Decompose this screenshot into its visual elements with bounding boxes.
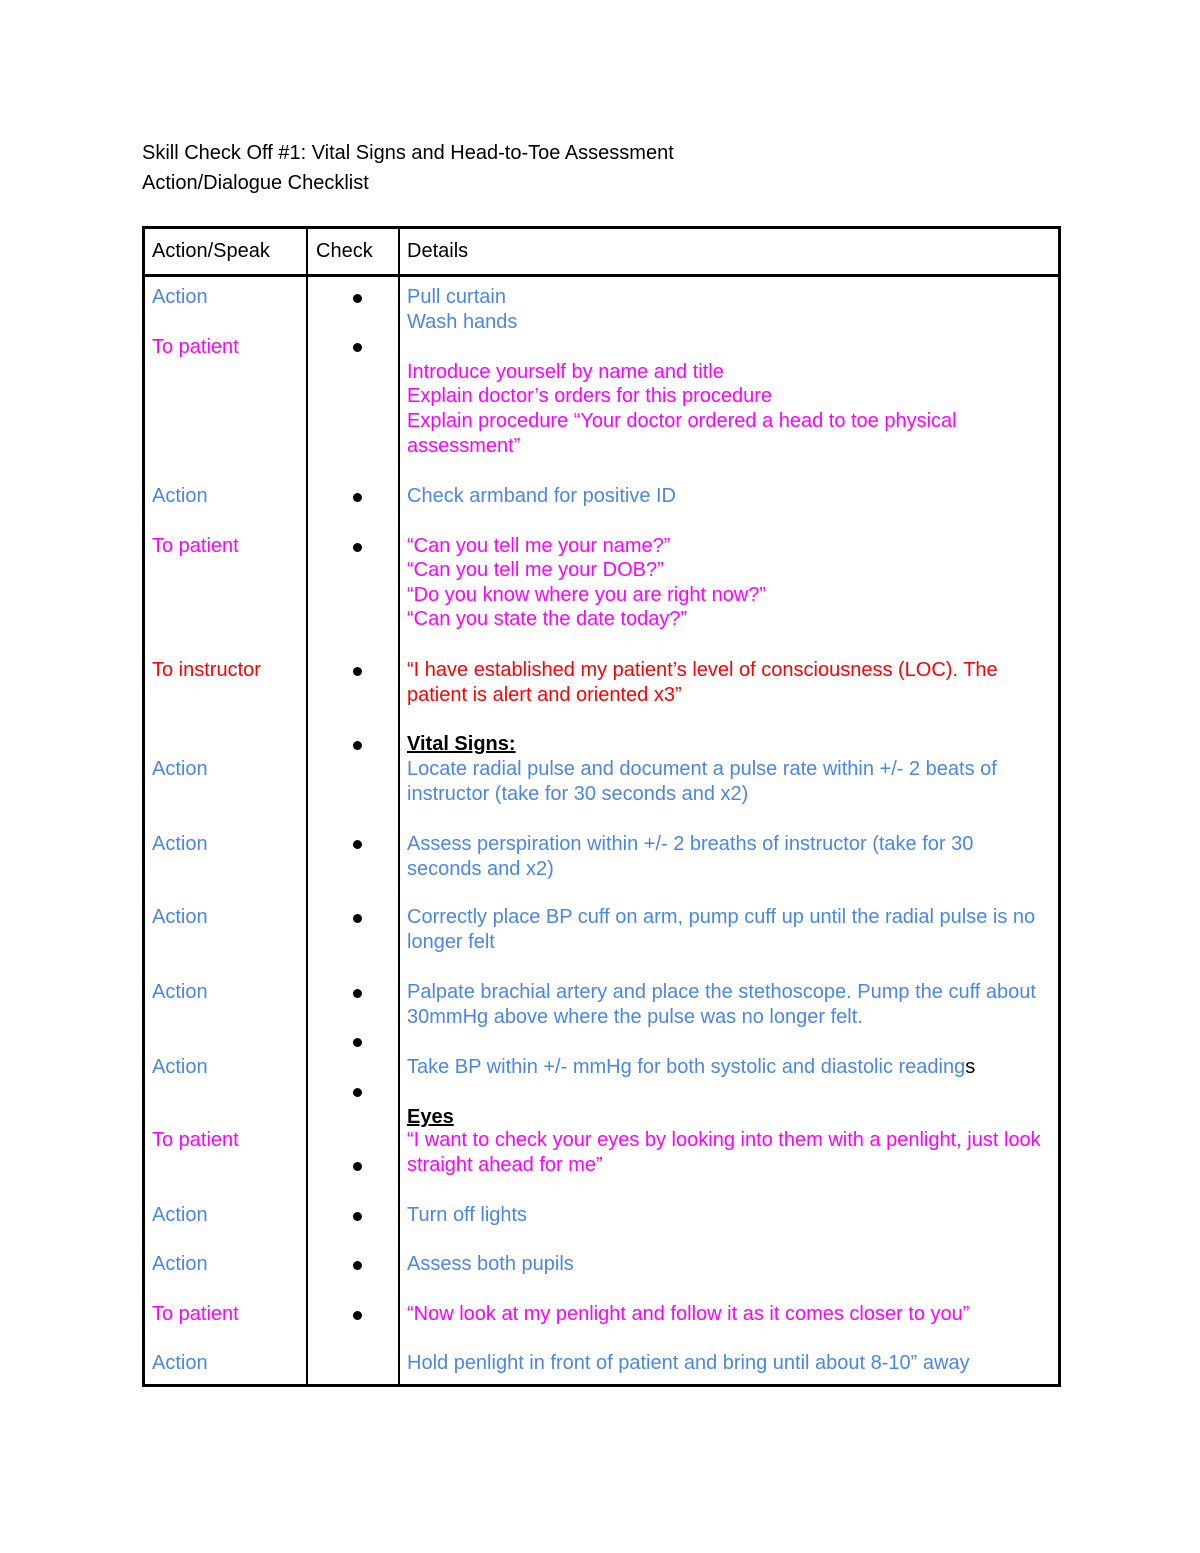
check-bullet-icon xyxy=(353,1088,362,1097)
row-label: Action xyxy=(152,981,208,1003)
row-label: Action xyxy=(152,1056,208,1078)
detail-take-bp xyxy=(407,1055,1052,1080)
row-label: To instructor xyxy=(152,659,261,681)
row-label: To patient xyxy=(152,1303,239,1325)
check-bullet-icon xyxy=(353,989,362,998)
check-bullet-icon xyxy=(353,1162,362,1171)
check-bullet-icon xyxy=(353,1261,362,1270)
detail-question-where: “Do you know where you are right now?” xyxy=(407,584,767,606)
header-divider xyxy=(145,274,1058,277)
check-bullet-icon xyxy=(353,493,362,502)
detail-explain-procedure: Explain procedure “Your doctor ordered a head to toe physical assessment” xyxy=(407,410,957,457)
detail-pull-curtain: Pull curtain xyxy=(407,286,506,308)
detail-follow-penlight: “Now look at my penlight and follow it as it comes closer to you” xyxy=(407,1303,970,1325)
header-check: Check xyxy=(316,240,373,262)
row-label: Action xyxy=(152,906,208,928)
check-bullet-icon xyxy=(353,914,362,923)
row-label: To patient xyxy=(152,1129,239,1151)
check-bullet-icon xyxy=(353,543,362,552)
check-bullet-icon xyxy=(353,1038,362,1047)
detail-hold-penlight: Hold penlight in front of patient and bring until about 8-10” away xyxy=(407,1352,970,1374)
check-bullet-icon xyxy=(353,667,362,676)
detail-lights-off: Turn off lights xyxy=(407,1204,528,1226)
check-bullet-icon xyxy=(353,840,362,849)
detail-eyes-penlight: “I want to check your eyes by looking into them with a penlight, just look straight ahead for me” xyxy=(407,1129,1041,1176)
row-label: Action xyxy=(152,833,208,855)
document-title: Skill Check Off #1: Vital Signs and Head-to-Toe Assessment xyxy=(142,142,674,164)
column-divider xyxy=(306,229,308,1384)
row-label: To patient xyxy=(152,535,239,557)
detail-pulse: Locate radial pulse and document a pulse rate within +/- 2 beats of instructor (take for 30 seconds and x2) xyxy=(407,758,997,805)
detail-explain-orders: Explain doctor’s orders for this procedure xyxy=(407,385,772,407)
check-bullet-icon xyxy=(353,1311,362,1320)
detail-question-date: “Can you state the date today?” xyxy=(407,608,688,630)
header-action-speak: Action/Speak xyxy=(152,240,270,262)
check-bullet-icon xyxy=(353,741,362,750)
detail-loc-statement: “I have established my patient’s level of consciousness (LOC). The patient is alert and oriented x3” xyxy=(407,659,998,706)
detail-question-dob: “Can you tell me your DOB?” xyxy=(407,559,664,581)
row-label: Action xyxy=(152,286,208,308)
row-label: Action xyxy=(152,1253,208,1275)
row-label: Action xyxy=(152,1204,208,1226)
check-bullet-icon xyxy=(353,1212,362,1221)
detail-perspiration: Assess perspiration within +/- 2 breaths of instructor (take for 30 seconds and x2) xyxy=(407,833,974,880)
detail-introduce: Introduce yourself by name and title xyxy=(407,361,724,383)
row-label: Action xyxy=(152,758,208,780)
detail-wash-hands: Wash hands xyxy=(407,311,518,333)
check-bullet-icon xyxy=(353,294,362,303)
detail-question-name: “Can you tell me your name?” xyxy=(407,535,671,557)
row-label: Action xyxy=(152,1352,208,1374)
section-eyes: Eyes xyxy=(407,1106,454,1128)
detail-bp-cuff: Correctly place BP cuff on arm, pump cuff up until the radial pulse is no longer felt xyxy=(407,906,1036,953)
row-label: To patient xyxy=(152,336,239,358)
detail-armband: Check armband for positive ID xyxy=(407,485,677,507)
header-details: Details xyxy=(407,240,469,262)
detail-take-bp-text: Take BP within +/- mmHg for both systolic and diastolic reading xyxy=(407,1056,966,1078)
check-bullet-icon xyxy=(353,343,362,352)
detail-pupils: Assess both pupils xyxy=(407,1253,574,1275)
row-label: Action xyxy=(152,485,208,507)
column-divider xyxy=(398,229,400,1384)
detail-palpate: Palpate brachial artery and place the stethoscope. Pump the cuff about 30mmHg above where the pulse was no longer felt. xyxy=(407,981,1036,1028)
section-vital-signs: Vital Signs: xyxy=(407,733,516,755)
document-subtitle: Action/Dialogue Checklist xyxy=(142,172,369,194)
detail-take-bp-suffix: s xyxy=(965,1056,976,1078)
